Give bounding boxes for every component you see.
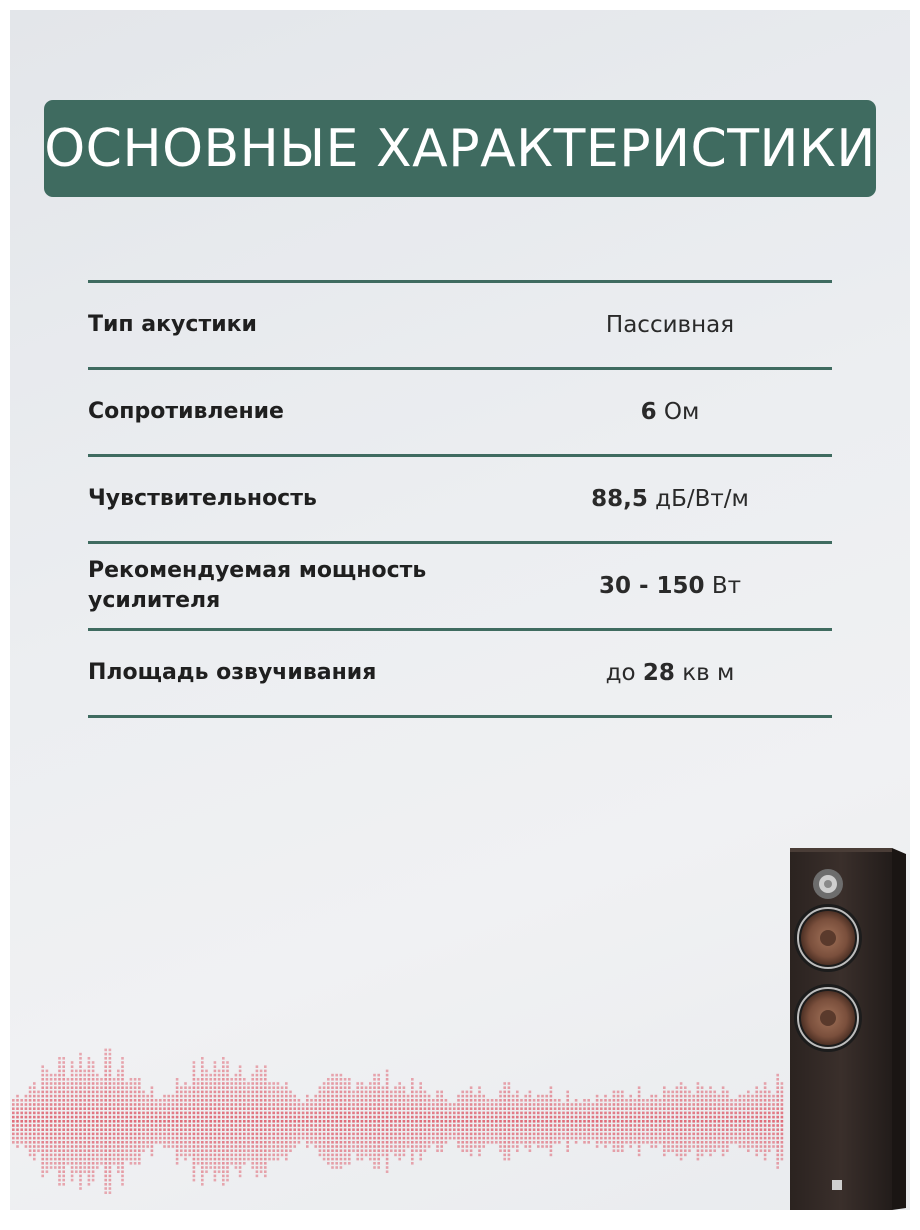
page-title: ОСНОВНЫЕ ХАРАКТЕРИСТИКИ	[44, 118, 876, 179]
spec-value: 6 Ом	[640, 399, 700, 425]
spec-value: 88,5 дБ/Вт/м	[591, 486, 749, 512]
spec-row-impedance	[88, 370, 832, 454]
spec-label: Сопротивление	[88, 399, 284, 424]
spec-value: 30 - 150 Вт	[598, 573, 742, 599]
divider	[88, 715, 832, 718]
spec-row-area	[88, 631, 832, 715]
spec-label: Тип акустики	[88, 312, 257, 337]
spec-value: до 28 кв м	[605, 660, 735, 686]
title-banner	[44, 100, 876, 197]
spec-row-type	[88, 283, 832, 367]
spec-label: Площадь озвучивания	[88, 660, 377, 685]
spec-row-sensitivity	[88, 457, 832, 541]
spec-label: Рекомендуемая мощность усилителя	[88, 558, 427, 613]
spec-value: Пассивная	[605, 312, 735, 338]
floor-speaker-image	[784, 840, 906, 1210]
sound-wave-decoration	[10, 1040, 790, 1210]
spec-card	[10, 10, 910, 1210]
spec-table	[88, 280, 832, 718]
spec-label: Чувствительность	[88, 486, 317, 511]
spec-row-power	[88, 544, 832, 628]
